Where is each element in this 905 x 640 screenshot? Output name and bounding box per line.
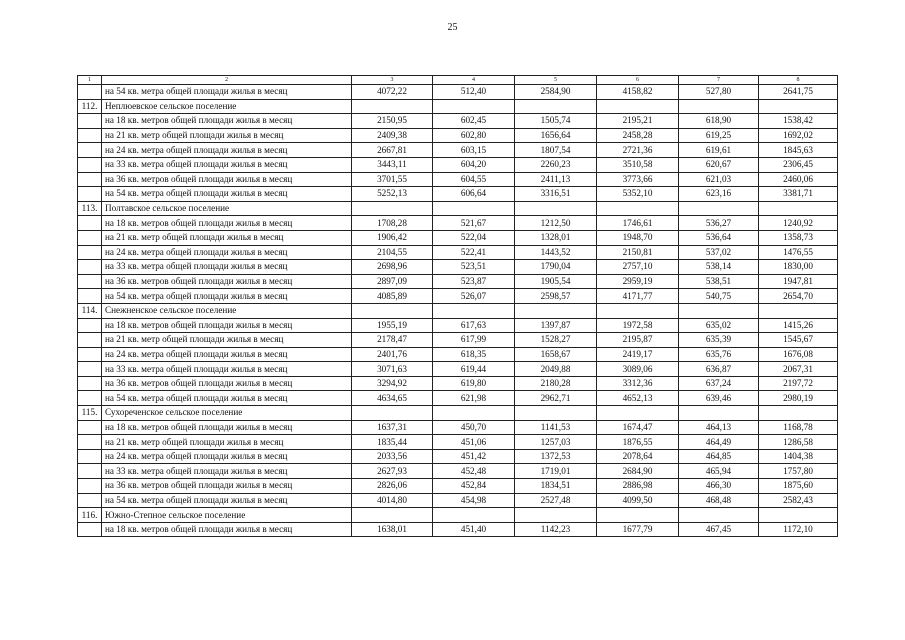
row-label: на 54 кв. метра общей площади жилья в месяц	[102, 85, 352, 100]
empty-cell	[597, 406, 679, 421]
value-cell: 1328,01	[515, 230, 597, 245]
section-name: Снежненское сельское поселение	[102, 303, 352, 318]
row-label: на 33 кв. метра общей площади жилья в месяц	[102, 464, 352, 479]
row-label: на 18 кв. метров общей площади жилья в месяц	[102, 114, 352, 129]
empty-cell	[78, 522, 102, 537]
empty-cell	[433, 508, 515, 523]
value-cell: 1845,63	[759, 143, 838, 158]
value-cell: 5252,13	[352, 187, 433, 202]
value-cell: 2897,09	[352, 274, 433, 289]
row-label: на 21 кв. метр общей площади жилья в месяц	[102, 333, 352, 348]
value-cell: 618,90	[679, 114, 759, 129]
value-cell: 606,64	[433, 187, 515, 202]
value-cell: 619,80	[433, 376, 515, 391]
empty-cell	[78, 362, 102, 377]
value-cell: 1240,92	[759, 216, 838, 231]
value-cell: 2826,06	[352, 479, 433, 494]
empty-cell	[597, 99, 679, 114]
value-cell: 4158,82	[597, 85, 679, 100]
row-label: на 18 кв. метров общей площади жилья в месяц	[102, 318, 352, 333]
row-label: на 36 кв. метров общей площади жилья в месяц	[102, 172, 352, 187]
empty-cell	[759, 99, 838, 114]
value-cell: 2197,72	[759, 376, 838, 391]
empty-cell	[78, 420, 102, 435]
empty-cell	[679, 406, 759, 421]
table-body	[78, 76, 838, 537]
empty-cell	[78, 376, 102, 391]
value-cell: 2527,48	[515, 493, 597, 508]
value-cell: 1757,80	[759, 464, 838, 479]
value-cell: 523,51	[433, 260, 515, 275]
value-cell: 521,67	[433, 216, 515, 231]
empty-cell	[78, 260, 102, 275]
section-row	[78, 201, 838, 216]
row-label: на 54 кв. метра общей площади жилья в месяц	[102, 289, 352, 304]
row-label: на 24 кв. метра общей площади жилья в месяц	[102, 347, 352, 362]
table-row	[78, 157, 838, 172]
empty-cell	[515, 508, 597, 523]
empty-cell	[78, 318, 102, 333]
value-cell: 1875,60	[759, 479, 838, 494]
value-cell: 2460,06	[759, 172, 838, 187]
row-label: на 24 кв. метра общей площади жилья в месяц	[102, 245, 352, 260]
section-name: Сухореченское сельское поселение	[102, 406, 352, 421]
table-row	[78, 245, 838, 260]
value-cell: 621,03	[679, 172, 759, 187]
value-cell: 452,84	[433, 479, 515, 494]
section-name: Неплюевское сельское поселение	[102, 99, 352, 114]
value-cell: 2260,23	[515, 157, 597, 172]
row-label: на 33 кв. метра общей площади жилья в месяц	[102, 362, 352, 377]
empty-cell	[78, 333, 102, 348]
value-cell: 3443,11	[352, 157, 433, 172]
value-cell: 3381,71	[759, 187, 838, 202]
value-cell: 2180,28	[515, 376, 597, 391]
value-cell: 1212,50	[515, 216, 597, 231]
row-label: на 21 кв. метр общей площади жилья в месяц	[102, 435, 352, 450]
value-cell: 3071,63	[352, 362, 433, 377]
empty-cell	[78, 128, 102, 143]
empty-cell	[759, 508, 838, 523]
value-cell: 1545,67	[759, 333, 838, 348]
section-row	[78, 303, 838, 318]
value-cell: 1876,55	[597, 435, 679, 450]
value-cell: 618,35	[433, 347, 515, 362]
value-cell: 2419,17	[597, 347, 679, 362]
value-cell: 2698,96	[352, 260, 433, 275]
value-cell: 617,63	[433, 318, 515, 333]
value-cell: 1719,01	[515, 464, 597, 479]
empty-cell	[78, 216, 102, 231]
row-label: на 36 кв. метров общей площади жилья в месяц	[102, 376, 352, 391]
value-cell: 1676,08	[759, 347, 838, 362]
empty-cell	[352, 303, 433, 318]
value-cell: 1947,81	[759, 274, 838, 289]
value-cell: 2150,95	[352, 114, 433, 129]
value-cell: 1358,73	[759, 230, 838, 245]
value-cell: 635,76	[679, 347, 759, 362]
empty-cell	[78, 347, 102, 362]
value-cell: 1955,19	[352, 318, 433, 333]
empty-cell	[597, 303, 679, 318]
value-cell: 617,99	[433, 333, 515, 348]
value-cell: 1404,38	[759, 449, 838, 464]
table-row	[78, 391, 838, 406]
value-cell: 468,48	[679, 493, 759, 508]
value-cell: 1538,42	[759, 114, 838, 129]
column-number: 8	[759, 76, 838, 85]
value-cell: 2104,55	[352, 245, 433, 260]
table-row	[78, 172, 838, 187]
value-cell: 4072,22	[352, 85, 433, 100]
empty-cell	[433, 201, 515, 216]
empty-cell	[78, 493, 102, 508]
table-row	[78, 289, 838, 304]
value-cell: 512,40	[433, 85, 515, 100]
value-cell: 637,24	[679, 376, 759, 391]
column-number: 7	[679, 76, 759, 85]
row-label: на 33 кв. метра общей площади жилья в месяц	[102, 157, 352, 172]
value-cell: 451,40	[433, 522, 515, 537]
empty-cell	[78, 114, 102, 129]
empty-cell	[515, 99, 597, 114]
empty-cell	[679, 99, 759, 114]
value-cell: 639,46	[679, 391, 759, 406]
value-cell: 451,06	[433, 435, 515, 450]
value-cell: 1415,26	[759, 318, 838, 333]
value-cell: 619,44	[433, 362, 515, 377]
value-cell: 603,15	[433, 143, 515, 158]
row-label: на 36 кв. метров общей площади жилья в месяц	[102, 274, 352, 289]
table-row	[78, 230, 838, 245]
table-row	[78, 420, 838, 435]
empty-cell	[759, 201, 838, 216]
empty-cell	[78, 289, 102, 304]
value-cell: 454,98	[433, 493, 515, 508]
table-row	[78, 333, 838, 348]
empty-cell	[352, 508, 433, 523]
empty-cell	[597, 201, 679, 216]
empty-cell	[352, 99, 433, 114]
value-cell: 527,80	[679, 85, 759, 100]
column-number: 5	[515, 76, 597, 85]
value-cell: 2667,81	[352, 143, 433, 158]
row-label: на 33 кв. метра общей площади жилья в месяц	[102, 260, 352, 275]
value-cell: 1692,02	[759, 128, 838, 143]
section-number: 113.	[78, 201, 102, 216]
value-cell: 3312,36	[597, 376, 679, 391]
value-cell: 3294,92	[352, 376, 433, 391]
value-cell: 1746,61	[597, 216, 679, 231]
empty-cell	[78, 479, 102, 494]
table-row	[78, 493, 838, 508]
empty-cell	[433, 99, 515, 114]
value-cell: 1476,55	[759, 245, 838, 260]
value-cell: 464,49	[679, 435, 759, 450]
row-label: на 36 кв. метров общей площади жилья в месяц	[102, 479, 352, 494]
value-cell: 619,25	[679, 128, 759, 143]
table-row	[78, 479, 838, 494]
section-number: 114.	[78, 303, 102, 318]
value-cell: 4014,80	[352, 493, 433, 508]
value-cell: 2582,43	[759, 493, 838, 508]
value-cell: 1834,51	[515, 479, 597, 494]
table-row	[78, 85, 838, 100]
value-cell: 536,64	[679, 230, 759, 245]
row-label: на 18 кв. метров общей площади жилья в месяц	[102, 522, 352, 537]
value-cell: 538,14	[679, 260, 759, 275]
empty-cell	[78, 85, 102, 100]
value-cell: 1505,74	[515, 114, 597, 129]
value-cell: 1656,64	[515, 128, 597, 143]
empty-cell	[679, 508, 759, 523]
value-cell: 620,67	[679, 157, 759, 172]
value-cell: 540,75	[679, 289, 759, 304]
value-cell: 1397,87	[515, 318, 597, 333]
table-row	[78, 143, 838, 158]
value-cell: 1528,27	[515, 333, 597, 348]
value-cell: 464,13	[679, 420, 759, 435]
empty-cell	[78, 187, 102, 202]
empty-cell	[759, 406, 838, 421]
empty-cell	[759, 303, 838, 318]
value-cell: 526,07	[433, 289, 515, 304]
value-cell: 602,80	[433, 128, 515, 143]
empty-cell	[352, 406, 433, 421]
value-cell: 5352,10	[597, 187, 679, 202]
row-label: на 54 кв. метра общей площади жилья в месяц	[102, 187, 352, 202]
table-row	[78, 274, 838, 289]
value-cell: 636,87	[679, 362, 759, 377]
empty-cell	[78, 449, 102, 464]
table-row	[78, 318, 838, 333]
value-cell: 619,61	[679, 143, 759, 158]
value-cell: 522,04	[433, 230, 515, 245]
section-number: 112.	[78, 99, 102, 114]
value-cell: 2067,31	[759, 362, 838, 377]
value-cell: 2684,90	[597, 464, 679, 479]
value-cell: 2411,13	[515, 172, 597, 187]
row-label: на 54 кв. метра общей площади жилья в месяц	[102, 391, 352, 406]
value-cell: 2409,38	[352, 128, 433, 143]
row-label: на 24 кв. метра общей площади жилья в месяц	[102, 143, 352, 158]
value-cell: 4652,13	[597, 391, 679, 406]
column-number: 4	[433, 76, 515, 85]
row-label: на 21 кв. метр общей площади жилья в месяц	[102, 128, 352, 143]
table-row	[78, 128, 838, 143]
value-cell: 602,45	[433, 114, 515, 129]
value-cell: 1830,00	[759, 260, 838, 275]
table-row	[78, 347, 838, 362]
value-cell: 2757,10	[597, 260, 679, 275]
table-row	[78, 114, 838, 129]
column-number-row	[78, 76, 838, 85]
empty-cell	[78, 172, 102, 187]
empty-cell	[515, 303, 597, 318]
section-number: 116.	[78, 508, 102, 523]
row-label: на 18 кв. метров общей площади жилья в месяц	[102, 420, 352, 435]
value-cell: 3510,58	[597, 157, 679, 172]
column-number: 2	[102, 76, 352, 85]
value-cell: 450,70	[433, 420, 515, 435]
column-number: 6	[597, 76, 679, 85]
value-cell: 452,48	[433, 464, 515, 479]
value-cell: 1638,01	[352, 522, 433, 537]
value-cell: 3773,66	[597, 172, 679, 187]
value-cell: 1372,53	[515, 449, 597, 464]
table-row	[78, 187, 838, 202]
value-cell: 466,30	[679, 479, 759, 494]
empty-cell	[515, 406, 597, 421]
value-cell: 635,39	[679, 333, 759, 348]
value-cell: 2584,90	[515, 85, 597, 100]
value-cell: 4085,89	[352, 289, 433, 304]
value-cell: 1708,28	[352, 216, 433, 231]
value-cell: 464,85	[679, 449, 759, 464]
empty-cell	[78, 274, 102, 289]
value-cell: 3316,51	[515, 187, 597, 202]
empty-cell	[78, 245, 102, 260]
table-row	[78, 362, 838, 377]
table-row	[78, 464, 838, 479]
value-cell: 2178,47	[352, 333, 433, 348]
value-cell: 2195,87	[597, 333, 679, 348]
section-row	[78, 99, 838, 114]
table-row	[78, 376, 838, 391]
value-cell: 2049,88	[515, 362, 597, 377]
empty-cell	[78, 230, 102, 245]
value-cell: 621,98	[433, 391, 515, 406]
value-cell: 2078,64	[597, 449, 679, 464]
value-cell: 1443,52	[515, 245, 597, 260]
value-cell: 465,94	[679, 464, 759, 479]
value-cell: 2627,93	[352, 464, 433, 479]
value-cell: 1257,03	[515, 435, 597, 450]
column-number: 1	[78, 76, 102, 85]
row-label: на 18 кв. метров общей площади жилья в месяц	[102, 216, 352, 231]
empty-cell	[679, 201, 759, 216]
value-cell: 538,51	[679, 274, 759, 289]
value-cell: 1142,23	[515, 522, 597, 537]
column-number: 3	[352, 76, 433, 85]
value-cell: 1790,04	[515, 260, 597, 275]
value-cell: 1172,10	[759, 522, 838, 537]
table-row	[78, 449, 838, 464]
value-cell: 2458,28	[597, 128, 679, 143]
value-cell: 2980,19	[759, 391, 838, 406]
value-cell: 2195,21	[597, 114, 679, 129]
row-label: на 21 кв. метр общей площади жилья в месяц	[102, 230, 352, 245]
section-row	[78, 508, 838, 523]
section-name: Южно-Степное сельское поселение	[102, 508, 352, 523]
row-label: на 54 кв. метра общей площади жилья в месяц	[102, 493, 352, 508]
value-cell: 604,55	[433, 172, 515, 187]
value-cell: 1807,54	[515, 143, 597, 158]
value-cell: 1286,58	[759, 435, 838, 450]
value-cell: 2721,36	[597, 143, 679, 158]
value-cell: 537,02	[679, 245, 759, 260]
empty-cell	[78, 157, 102, 172]
value-cell: 536,27	[679, 216, 759, 231]
value-cell: 1948,70	[597, 230, 679, 245]
empty-cell	[78, 435, 102, 450]
value-cell: 4171,77	[597, 289, 679, 304]
empty-cell	[433, 303, 515, 318]
value-cell: 2654,70	[759, 289, 838, 304]
empty-cell	[78, 464, 102, 479]
table-row	[78, 260, 838, 275]
value-cell: 2641,75	[759, 85, 838, 100]
page-number: 25	[447, 22, 458, 33]
value-cell: 2962,71	[515, 391, 597, 406]
value-cell: 2150,81	[597, 245, 679, 260]
table-row	[78, 522, 838, 537]
value-cell: 1141,53	[515, 420, 597, 435]
row-label: на 24 кв. метра общей площади жилья в месяц	[102, 449, 352, 464]
empty-cell	[515, 201, 597, 216]
value-cell: 1637,31	[352, 420, 433, 435]
value-cell: 1658,67	[515, 347, 597, 362]
value-cell: 467,45	[679, 522, 759, 537]
value-cell: 1168,78	[759, 420, 838, 435]
value-cell: 4099,50	[597, 493, 679, 508]
value-cell: 1906,42	[352, 230, 433, 245]
value-cell: 1972,58	[597, 318, 679, 333]
section-row	[78, 406, 838, 421]
empty-cell	[679, 303, 759, 318]
empty-cell	[597, 508, 679, 523]
value-cell: 2401,76	[352, 347, 433, 362]
section-number: 115.	[78, 406, 102, 421]
value-cell: 3089,06	[597, 362, 679, 377]
value-cell: 604,20	[433, 157, 515, 172]
table-row	[78, 435, 838, 450]
empty-cell	[78, 391, 102, 406]
value-cell: 2306,45	[759, 157, 838, 172]
value-cell: 1674,47	[597, 420, 679, 435]
value-cell: 2598,57	[515, 289, 597, 304]
value-cell: 3701,55	[352, 172, 433, 187]
empty-cell	[352, 201, 433, 216]
empty-cell	[78, 143, 102, 158]
empty-cell	[433, 406, 515, 421]
section-name: Полтавское сельское поселение	[102, 201, 352, 216]
value-cell: 1905,54	[515, 274, 597, 289]
value-cell: 623,16	[679, 187, 759, 202]
tariff-table	[77, 75, 838, 537]
value-cell: 451,42	[433, 449, 515, 464]
value-cell: 2886,98	[597, 479, 679, 494]
value-cell: 4634,65	[352, 391, 433, 406]
table-row	[78, 216, 838, 231]
value-cell: 2033,56	[352, 449, 433, 464]
value-cell: 2959,19	[597, 274, 679, 289]
value-cell: 522,41	[433, 245, 515, 260]
value-cell: 1677,79	[597, 522, 679, 537]
value-cell: 635,02	[679, 318, 759, 333]
value-cell: 523,87	[433, 274, 515, 289]
value-cell: 1835,44	[352, 435, 433, 450]
